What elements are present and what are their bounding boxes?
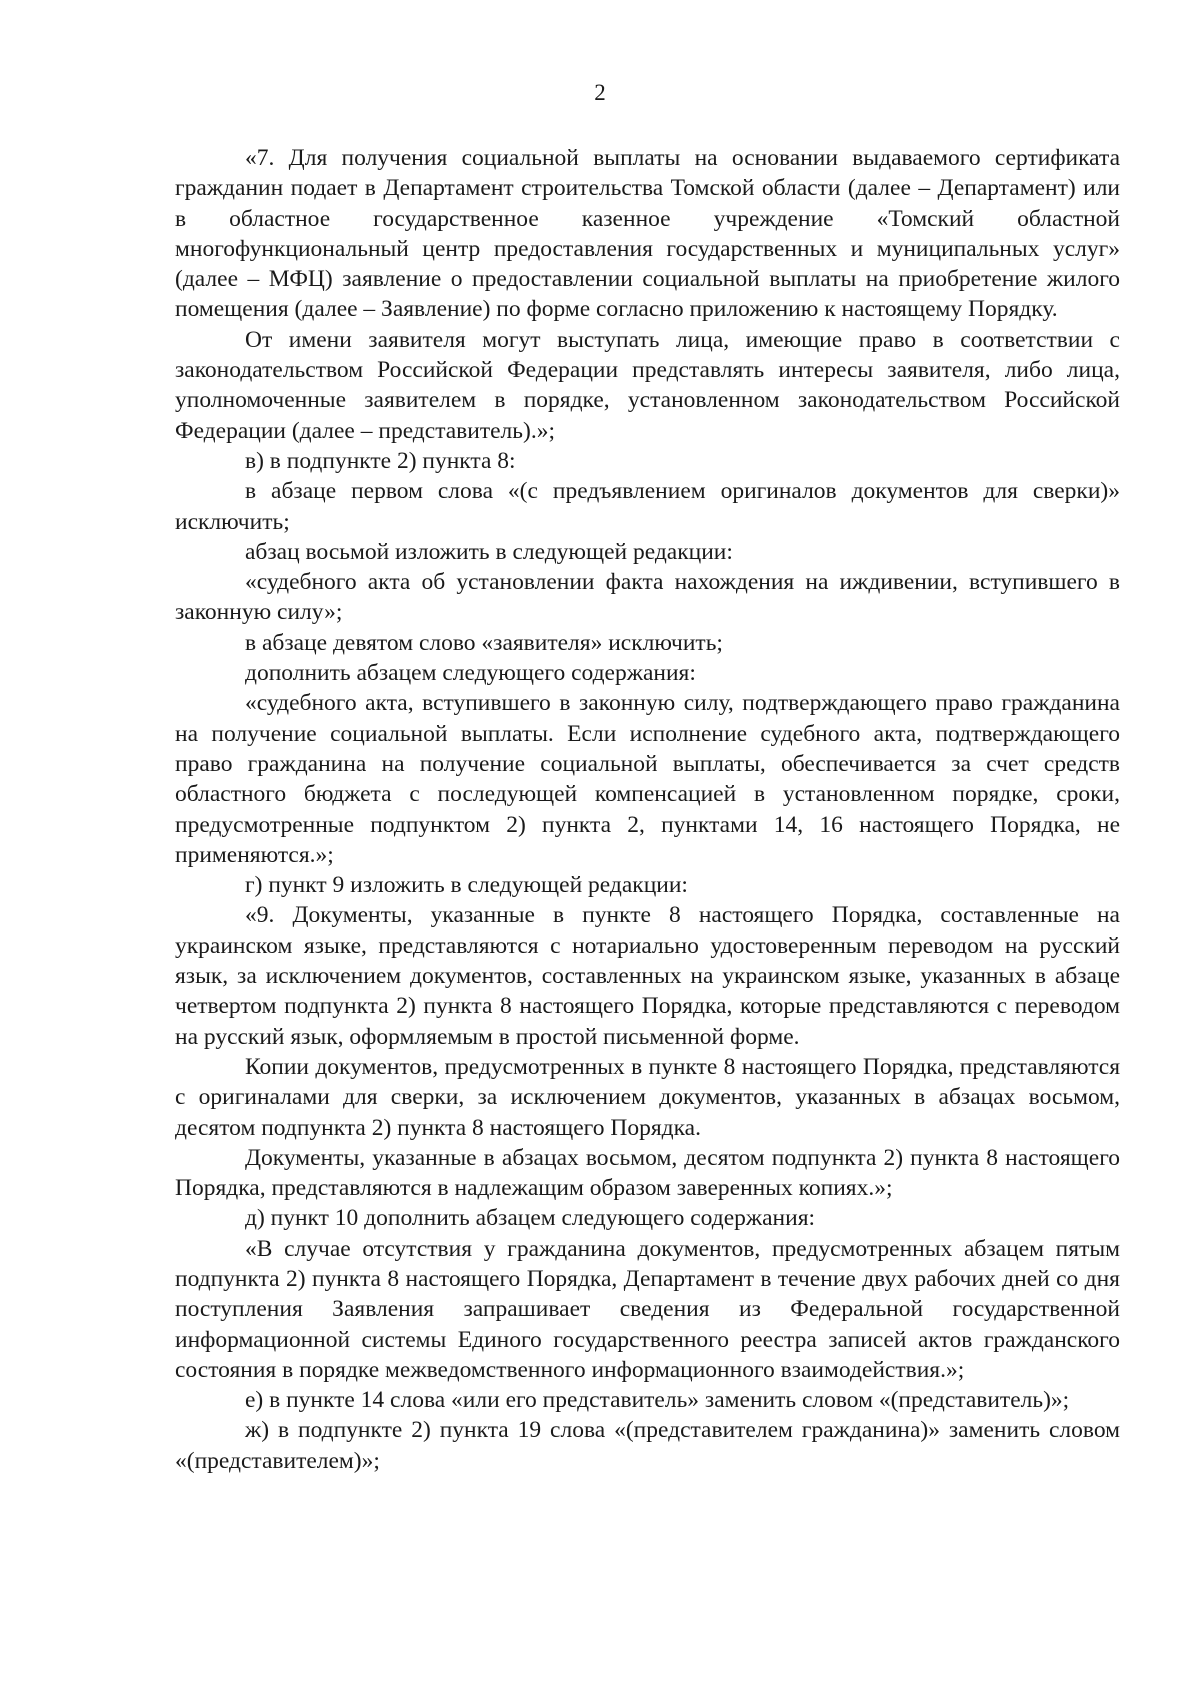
document-body <box>175 143 1120 1476</box>
paragraph-ninth-abzac: в абзаце девятом слово «заявителя» исключить; <box>245 629 723 656</box>
page-number: 2 <box>594 80 606 105</box>
paragraph-representative: От имени заявителя могут выступать лица, имеющие право в соответствии с законодательством Российской Федерации представлять интересы заявителя, либо лица, уполномоченные заявителем в порядке, установленном законодательством Российской Федерации (далее – представитель).»; <box>175 326 1120 444</box>
paragraph-7-intro: «7. Для получения социальной выплаты на основании выдаваемого сертификата гражданин подает в Департамент строительства Томской области (далее – Департамент) или в областное государственное казенное учреждение «Томский областной многофункциональный центр предоставления государственных и муниципальных услуг» (далее – МФЦ) заявление о предоставлении социальной выплаты на приобретение жилого помещения (далее – Заявление) по форме согласно приложению к настоящему Порядку. <box>175 145 1120 323</box>
paragraph-item-e: е) в пункте 14 слова «или его представитель» заменить словом «(представитель)»; <box>245 1387 1070 1414</box>
paragraph-item-d: д) пункт 10 дополнить абзацем следующего содержания: <box>245 1205 816 1232</box>
paragraph-item-zh: ж) в подпункте 2) пункта 19 слова «(представителем гражданина)» заменить словом «(представителем)»; <box>175 1417 1120 1474</box>
paragraph-court-act-right: «судебного акта, вступившего в законную силу, подтверждающего право гражданина на получение социальной выплаты. Если исполнение судебного акта, подтверждающего право гражданина на получение социальной выплаты, обеспечивается за счет средств областного бюджета с последующей компенсацией в установленном порядке, сроки, предусмотренные подпунктом 2) пункта 2, пунктами 14, 16 настоящего Порядка, не применяются.»; <box>175 690 1120 868</box>
paragraph-eighth-abzac: абзац восьмой изложить в следующей редакции: <box>245 538 733 565</box>
paragraph-copies: Копии документов, предусмотренных в пункте 8 настоящего Порядка, представляются с оригиналами для сверки, за исключением документов, указанных в абзацах восьмом, десятом подпункта 2) пункта 8 настоящего Порядка. <box>175 1053 1120 1141</box>
paragraph-9-documents: «9. Документы, указанные в пункте 8 настоящего Порядка, составленные на украинском языке, представляются с нотариально удостоверенным переводом на русский язык, за исключением документов, составленных на украинском языке, указанных в абзаце четвертом подпункта 2) пункта 8 настоящего Порядка, которые представляются с переводом на русский язык, оформляемым в простой письменной форме. <box>175 902 1120 1050</box>
paragraph-absence-of-documents: «В случае отсутствия у гражданина документов, предусмотренных абзацем пятым подпункта 2) пункта 8 настоящего Порядка, Департамент в течение двух рабочих дней со дня поступления Заявления запрашивает сведения из Федеральной государственной информационной системы Единого государственного реестра записей актов гражданского состояния в порядке межведомственного информационного взаимодействия.»; <box>175 1235 1120 1383</box>
paragraph-item-g: г) пункт 9 изложить в следующей редакции: <box>245 872 688 899</box>
paragraph-first-abzac: в абзаце первом слова «(с предъявлением оригиналов документов для сверки)» исключить; <box>175 478 1120 535</box>
paragraph-certified-copies: Документы, указанные в абзацах восьмом, десятом подпункта 2) пункта 8 настоящего Порядка, представляются в надлежащим образом заверенных копиях.»; <box>175 1144 1120 1202</box>
paragraph-court-act-dependency: «судебного акта об установлении факта нахождения на иждивении, вступившего в законную силу»; <box>175 569 1120 626</box>
paragraph-add-abzac: дополнить абзацем следующего содержания: <box>245 660 696 687</box>
paragraph-item-v: в) в подпункте 2) пункта 8: <box>245 447 516 474</box>
